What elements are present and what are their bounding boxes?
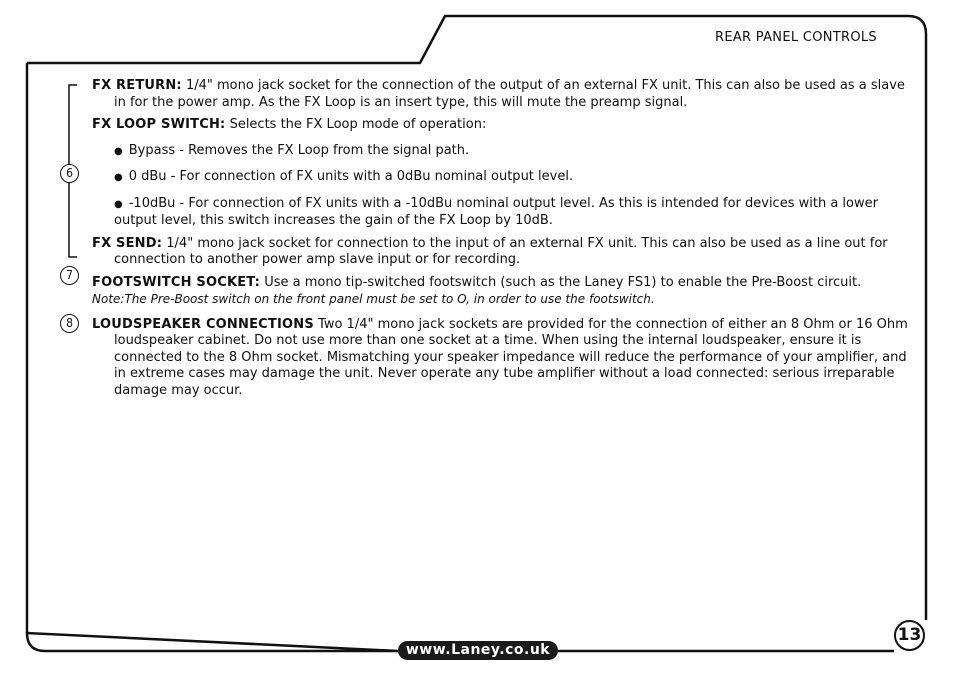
fx-send-text: 1/4" mono jack socket for connection to the input of an external FX unit. This can also be used as a line out for connection to another power amp slave input or for recording. xyxy=(114,235,888,267)
fx-return-heading: FX RETURN: xyxy=(92,78,182,93)
section-marker-6: 6 xyxy=(60,164,79,183)
footswitch-heading: FOOTSWITCH SOCKET: xyxy=(92,274,261,290)
loudspeaker-text: Two 1/4" mono jack sockets are provided for the connection of either an 8 Ohm or 16 Ohm loudspeaker cabinet. Do not use more than one socket at a time. When using the internal loudspeaker, ensure it is connected to the 8 Ohm socket. Mismatching your speaker impedance will reduce the performance of your amplifier, and in extreme cases may damage the unit. Never operate any tube amplifier without a load connected: serious irreparable damage may occur. xyxy=(114,316,908,398)
rear-panel-content xyxy=(92,78,920,399)
footswitch-note: Note:The Pre-Boost switch on the front panel must be set to O, in order to use the footswitch. xyxy=(92,292,655,306)
fx-loop-switch-text: Selects the FX Loop mode of operation: xyxy=(225,117,487,132)
page-number: 13 xyxy=(894,620,925,651)
website-url: www.Laney.co.uk xyxy=(398,641,558,660)
footswitch-paragraph xyxy=(92,275,920,308)
loudspeaker-heading: LOUDSPEAKER CONNECTIONS xyxy=(92,316,314,332)
fx-return-paragraph xyxy=(92,78,920,111)
fx-loop-option-bypass: ● Bypass - Removes the FX Loop from the signal path. xyxy=(114,142,470,158)
fx-send-heading: FX SEND: xyxy=(92,235,163,251)
fx-loop-option-minus10dbu: ● -10dBu - For connection of FX units with a -10dBu nominal output level. As this is intended for devices with a lower output level, this switch increases the gain of the FX Loop by 10dB. xyxy=(114,195,878,228)
loudspeaker-paragraph xyxy=(92,317,920,400)
fx-loop-switch-heading: FX LOOP SWITCH: xyxy=(92,117,226,132)
fx-return-text: 1/4" mono jack socket for the connection of the output of an external FX unit. This can also be used as a slave in for the power amp. As the FX Loop is an insert type, this will mute the preamp signal. xyxy=(114,78,905,110)
footswitch-text: Use a mono tip-switched footswitch (such as the Laney FS1) to enable the Pre-Boost circuit. xyxy=(260,274,862,290)
fx-loop-option-0dbu: ● 0 dBu - For connection of FX units with a 0dBu nominal output level. xyxy=(114,169,574,184)
fx-loop-switch-paragraph xyxy=(92,117,920,134)
section-title: REAR PANEL CONTROLS xyxy=(715,30,877,45)
section-marker-7: 7 xyxy=(60,266,79,285)
fx-send-paragraph xyxy=(92,236,920,269)
section-marker-8: 8 xyxy=(60,314,79,333)
